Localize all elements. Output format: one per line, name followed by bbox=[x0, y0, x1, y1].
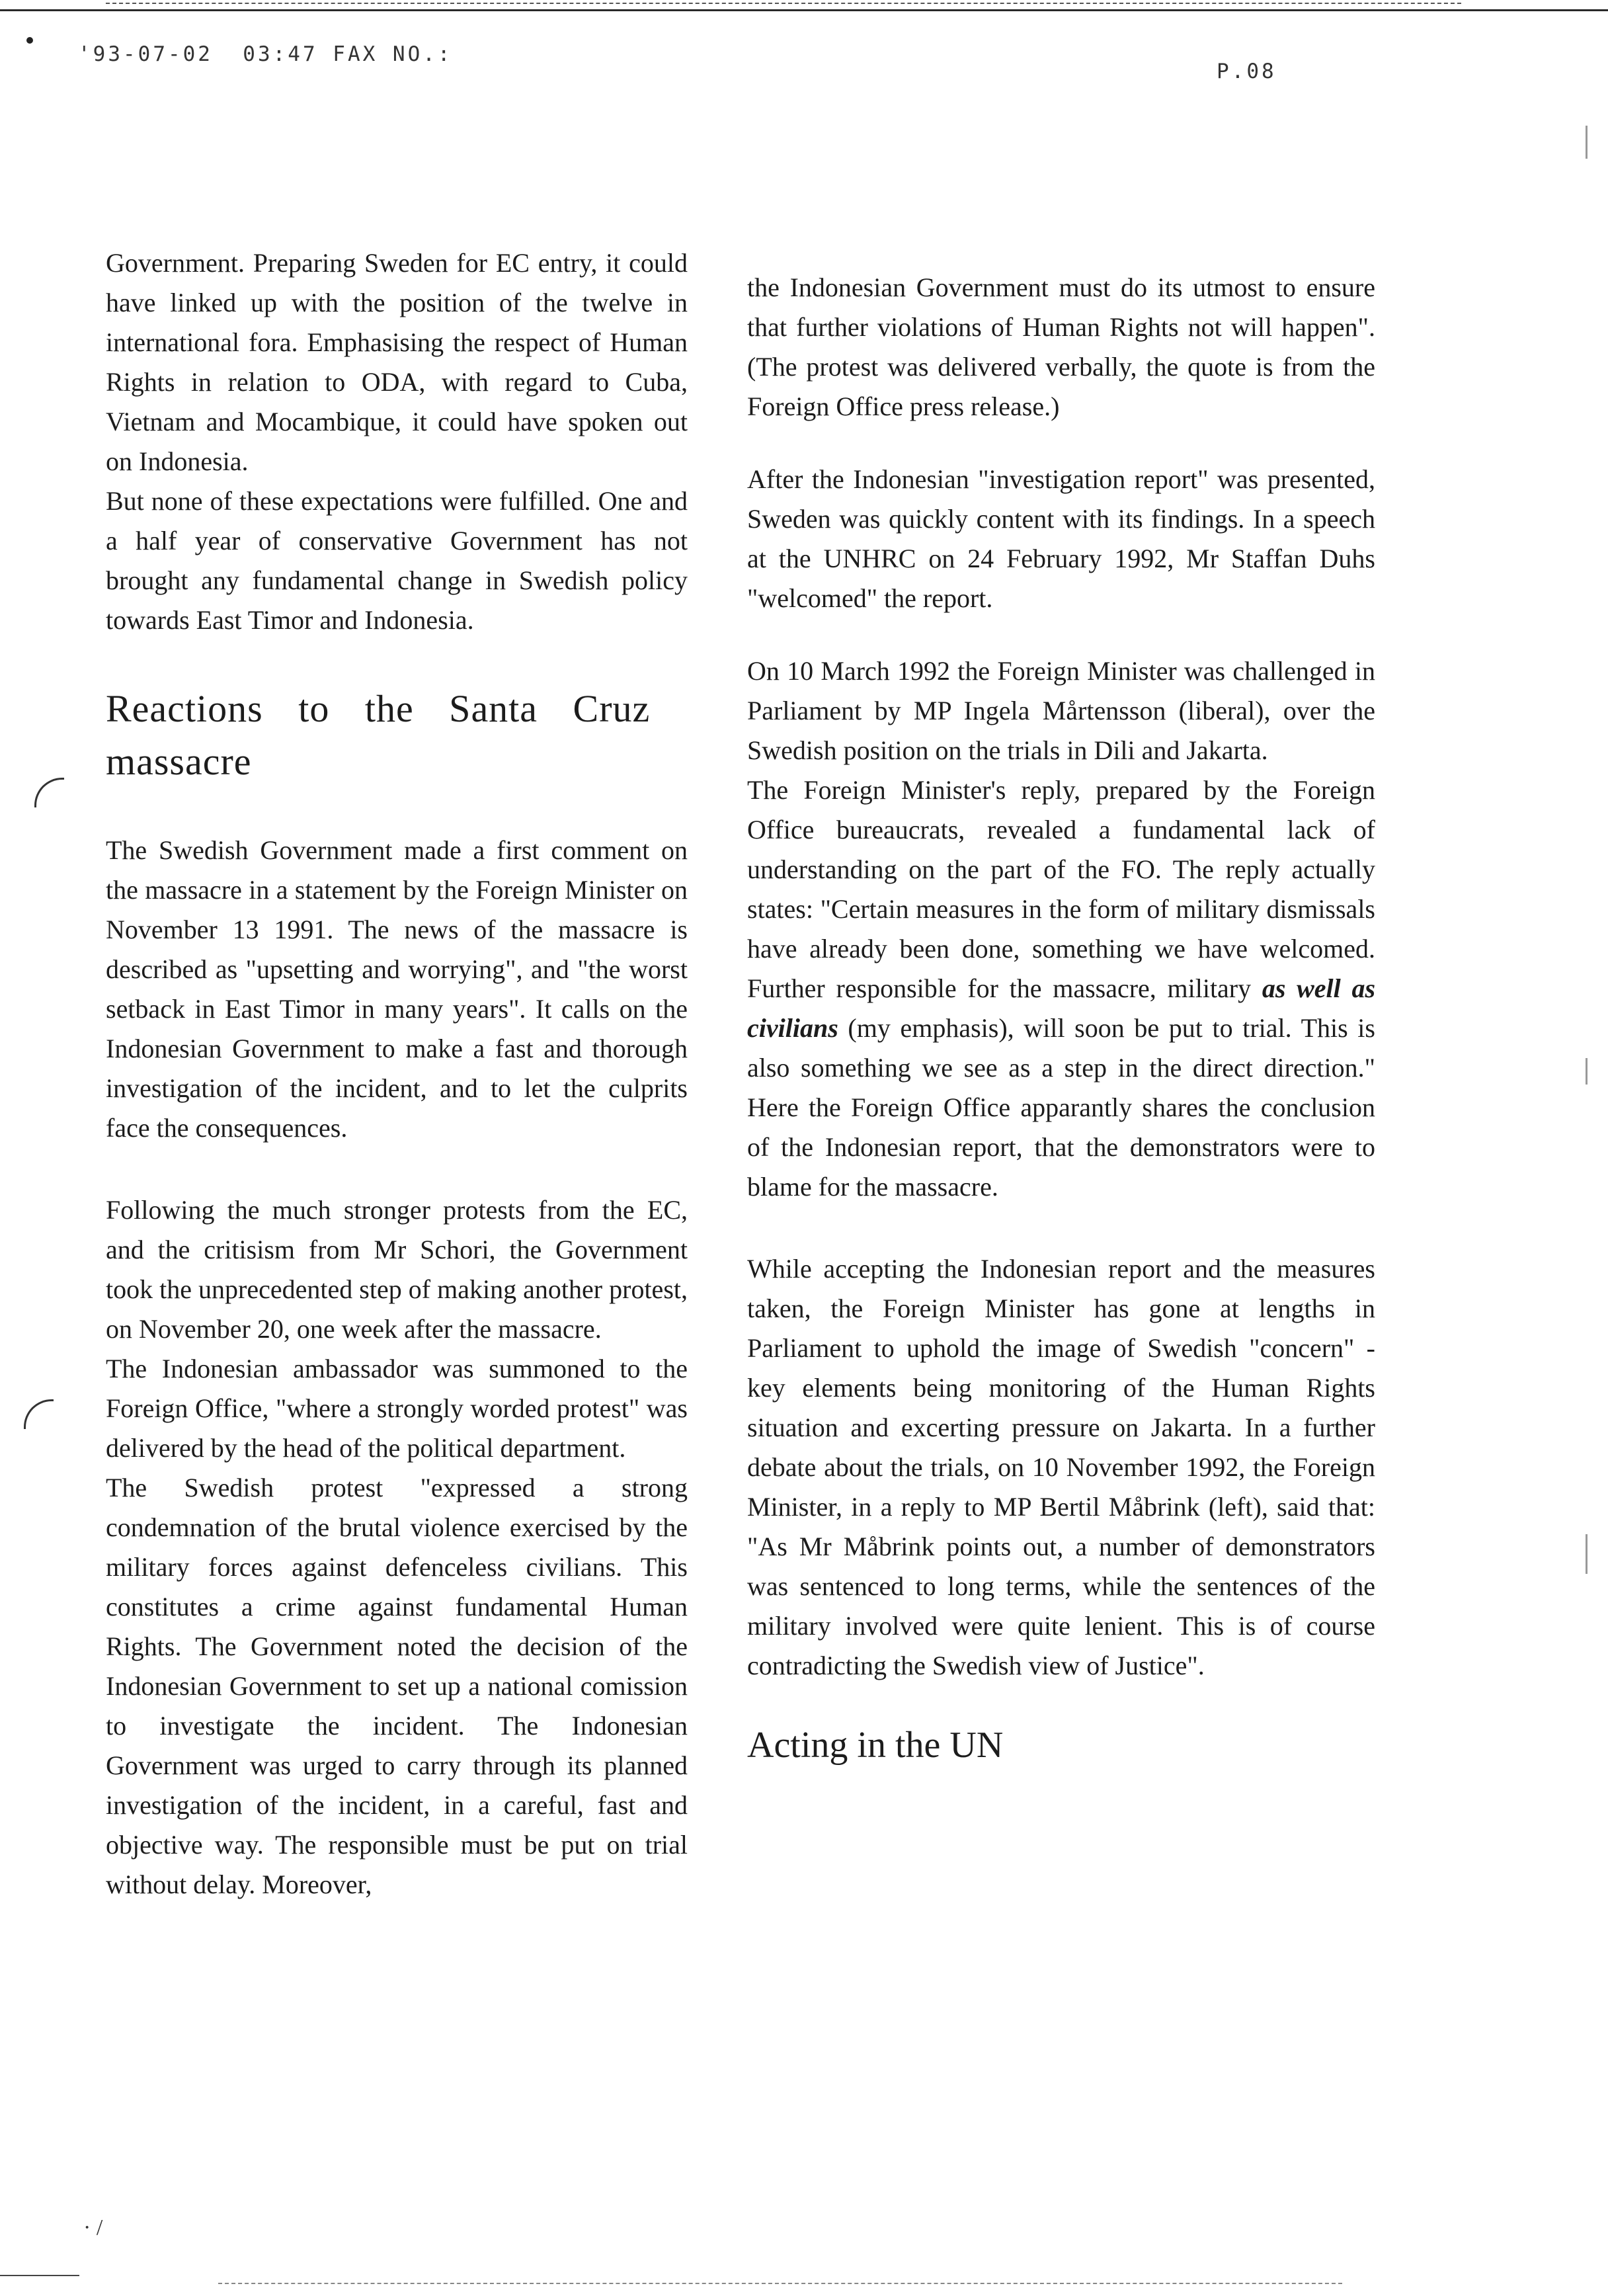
punch-dot bbox=[26, 37, 33, 44]
bottom-rule-dashed bbox=[218, 2283, 1342, 2284]
margin-pen-mark bbox=[34, 778, 64, 807]
scan-edge-mark bbox=[1586, 1058, 1588, 1085]
fax-header-rule-dashed bbox=[106, 3, 1461, 4]
page-number: P.08 bbox=[1217, 60, 1277, 83]
margin-pen-mark bbox=[24, 1399, 54, 1429]
scan-edge-mark bbox=[1586, 126, 1588, 159]
emphasis-text: as well as civilians bbox=[747, 973, 1376, 1043]
paragraph: The Swedish Government made a first comment on the massacre in a statement by the Foreign Minister on November 13 1991. The news of the massacre is described as "upsetting and worrying", and "the worst setback in East Timor in many years". It calls on the Indonesian Government to make a fast and thorough investigation of the incident, and to let the culprits face the consequences. bbox=[106, 835, 688, 1143]
reply-text: The Foreign Minister's reply, prepared by the Foreign Office bureaucrats, revealed a fundamental lack of understanding on the part of the FO. The reply actually states: "Certain measures in the form of military dismissals have already been done, something we have welcomed. Further responsible for the massacre, military bbox=[747, 775, 1375, 1003]
section-heading-acting-in-un: Acting in the UN bbox=[747, 1725, 1004, 1766]
paragraph bbox=[747, 770, 1375, 1207]
paragraph: Following the much stronger protests from the EC, and the critisism from Mr Schori, the Government took the unprecedented step of making another protest, on November 20, one week after the massacre. bbox=[106, 1195, 688, 1344]
fax-header-rule bbox=[0, 9, 1608, 11]
paragraph: Government. Preparing Sweden for EC entry, it could have linked up with the position of the twelve in international fora. Emphasising the respect of Human Rights in relation to ODA, with regard to Cuba, Vietnam and Mocambique, it could have spoken out on Indonesia. bbox=[106, 248, 688, 476]
paragraph: After the Indonesian "investigation report" was presented, Sweden was quickly content with its findings. In a speech at the UNHRC on 24 February 1992, Mr Staffan Duhs "welcomed" the report. bbox=[747, 464, 1375, 613]
bottom-rule bbox=[0, 2275, 79, 2276]
scan-edge-mark bbox=[1586, 1534, 1588, 1574]
paragraph: While accepting the Indonesian report and the measures taken, the Foreign Minister has gone at lengths in Parliament to uphold the image of Swedish "concern" - key elements being monitoring of the Human Rights situation and excerting pressure on Jakarta. In a further debate about the trials, on 10 November 1992, the Foreign Minister, in a reply to MP Bertil Måbrink (left), said that: "As Mr Måbrink points out, a number of demonstrators was sentenced to long terms, while the sentences of the military involved were quite lenient. This is of course contradicting the Swedish view of Justice". bbox=[747, 1254, 1375, 1680]
paragraph: But none of these expectations were fulfilled. One and a half year of conservative Government has not brought any fundamental change in Swedish policy towards East Timor and Indonesia. bbox=[106, 486, 688, 635]
paragraph: the Indonesian Government must do its utmost to ensure that further violations of Human Rights not will happen". (The protest was delivered verbally, the quote is from the Foreign Office press release.) bbox=[747, 272, 1375, 421]
paragraph: On 10 March 1992 the Foreign Minister was challenged in Parliament by MP Ingela Mårtensson (liberal), over the Swedish position on the trials in Dili and Jakarta. bbox=[747, 656, 1375, 765]
fax-timestamp: '93-07-02 03:47 FAX NO.: bbox=[78, 42, 453, 66]
reply-text-continued: (my emphasis), will soon be put to trial. This is also something we see as a step in the direct direction." Here the Foreign Office apparantly shares the conclusion of the Indonesian report, that the demonstrators were to blame for the massacre. bbox=[747, 1013, 1375, 1202]
stray-mark: · / bbox=[83, 2215, 103, 2240]
right-column bbox=[747, 268, 1375, 1772]
paragraph: The Swedish protest "expressed a strong condemnation of the brutal violence exercised by the military forces against defenceless civilians. This constitutes a crime against fundamental Human Rights. The Government noted the decision of the Indonesian Government to set up a national comission to investigate the incident. The Indonesian Government was urged to carry through its planned investigation of the incident, in a careful, fast and objective way. The responsible must be put on trial without delay. Moreover, bbox=[106, 1473, 688, 1899]
left-column bbox=[106, 243, 688, 1905]
paragraph: The Indonesian ambassador was summoned to the Foreign Office, "where a strongly worded protest" was delivered by the head of the political department. bbox=[106, 1354, 688, 1463]
section-heading-reactions: Reactions to the Santa Cruz massacre bbox=[106, 687, 651, 783]
